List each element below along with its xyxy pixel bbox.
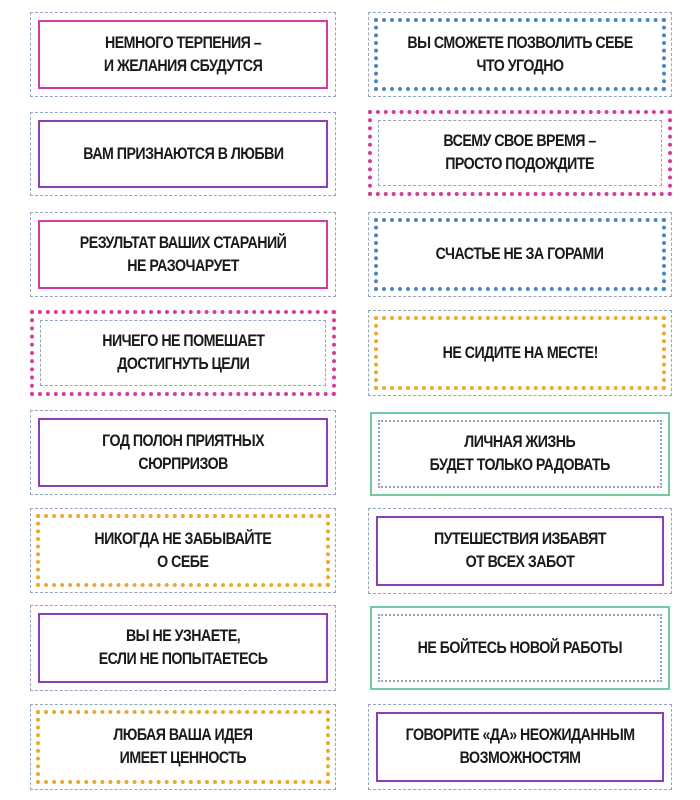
card-frame (378, 420, 662, 488)
card-frame (376, 516, 664, 586)
card-text: НИЧЕГО НЕ ПОМЕШАЕТ ДОСТИГНУТЬ ЦЕЛИ (101, 332, 265, 373)
card-text: ВЫ СМОЖЕТЕ ПОЗВОЛИТЬ СЕБЕ ЧТО УГОДНО (407, 33, 633, 75)
card-text: ЛИЧНАЯ ЖИЗНЬ БУДЕТ ТОЛЬКО РАДОВАТЬ (429, 433, 611, 474)
fortune-card (30, 508, 336, 593)
card-text: ГОВОРИТЕ «ДА» НЕОЖИДАННЫМ ВОЗМОЖНОСТЯМ (405, 726, 635, 767)
card-text: СЧАСТЬЕ НЕ ЗА ГОРАМИ (436, 245, 604, 263)
card-text: ВСЕМУ СВОЕ ВРЕМЯ – ПРОСТО ПОДОЖДИТЕ (443, 132, 597, 173)
fortune-card (368, 310, 672, 396)
card-text: ГОД ПОЛОН ПРИЯТНЫХ СЮРПРИЗОВ (102, 431, 264, 473)
fortune-card (370, 606, 670, 690)
fortune-card (30, 310, 336, 396)
fortune-card (30, 12, 336, 97)
card-frame (36, 514, 330, 587)
fortune-card (30, 212, 336, 297)
fortune-card (30, 704, 336, 790)
card-text: НЕМНОГО ТЕРПЕНИЯ – И ЖЕЛАНИЯ СБУДУТСЯ (103, 33, 263, 75)
fortune-card (30, 112, 336, 196)
card-text: НЕ БОЙТЕСЬ НОВОЙ РАБОТЫ (417, 638, 623, 657)
fortune-card (368, 110, 672, 196)
fortune-card (368, 212, 672, 297)
card-text: ПУТЕШЕСТВИЯ ИЗБАВЯТ ОТ ВСЕХ ЗАБОТ (433, 530, 606, 571)
fortune-card (30, 410, 336, 495)
card-text: НИКОГДА НЕ ЗАБЫВАЙТЕ О СЕБЕ (94, 529, 272, 571)
card-frame (374, 18, 666, 91)
fortune-card (368, 12, 672, 97)
card-text: ЛЮБАЯ ВАША ИДЕЯ ИМЕЕТ ЦЕННОСТЬ (113, 726, 253, 767)
card-frame (36, 710, 330, 784)
fortune-card (370, 412, 670, 496)
card-frame (378, 614, 662, 682)
card-text: ВАМ ПРИЗНАЮТСЯ В ЛЮБВИ (82, 144, 284, 163)
card-frame (38, 120, 328, 188)
card-frame (376, 712, 664, 782)
card-text: РЕЗУЛЬТАТ ВАШИХ СТАРАНИЙ НЕ РАЗОЧАРУЕТ (79, 233, 287, 275)
card-frame (38, 613, 328, 683)
card-frame (374, 218, 666, 291)
card-frame (40, 320, 326, 386)
card-frame (38, 220, 328, 289)
card-text: ВЫ НЕ УЗНАЕТЕ, ЕСЛИ НЕ ПОПЫТАЕТЕСЬ (98, 627, 268, 668)
fortune-card (368, 508, 672, 594)
fortune-card (368, 704, 672, 790)
card-frame (38, 418, 328, 487)
card-frame (374, 316, 666, 390)
card-frame (38, 20, 328, 89)
fortune-card (30, 605, 336, 691)
card-text: НЕ СИДИТЕ НА МЕСТЕ! (442, 343, 598, 362)
card-frame (378, 120, 662, 186)
